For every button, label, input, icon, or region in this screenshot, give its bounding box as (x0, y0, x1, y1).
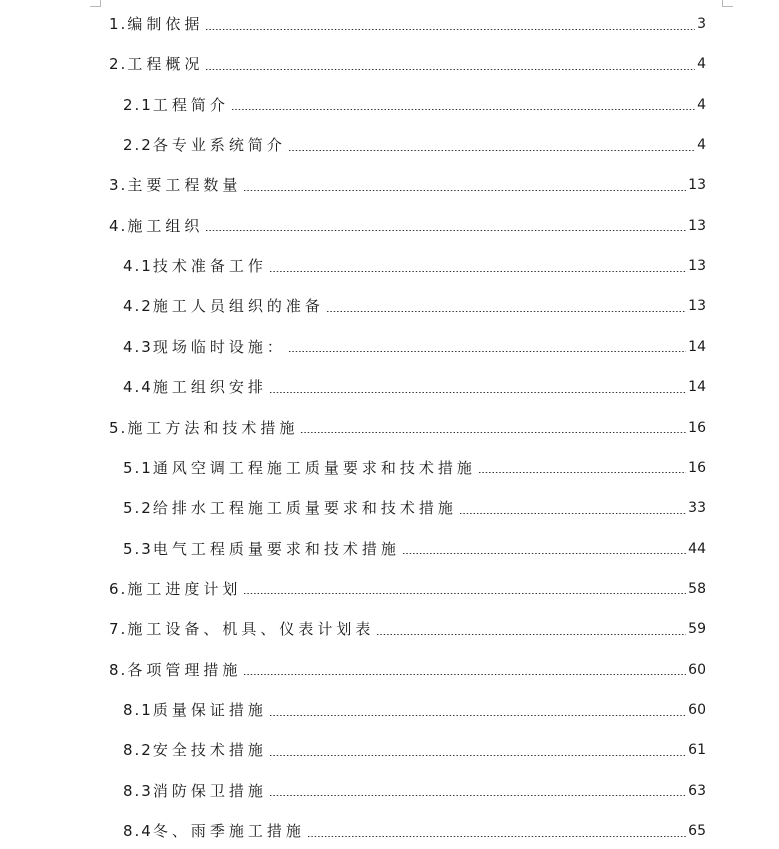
toc-entry[interactable] (0, 416, 779, 440)
toc-entry-page-number: 63 (688, 782, 706, 799)
toc-entry-number: 4.2 (123, 297, 153, 316)
toc-dot-leader (300, 432, 686, 433)
toc-dot-leader (269, 755, 686, 756)
toc-entry-page-number: 33 (688, 500, 706, 517)
toc-entry[interactable] (0, 254, 779, 278)
toc-dot-leader (459, 513, 686, 514)
toc-entry-number: 1. (109, 15, 128, 33)
toc-entry-number: 4. (109, 216, 128, 235)
toc-entry-page-number: 14 (688, 379, 706, 396)
toc-entry-page-number: 14 (688, 338, 706, 355)
page-corner-mark-left (90, 0, 101, 7)
toc-entry-number: 2.2 (123, 136, 153, 155)
toc-entry[interactable] (0, 698, 779, 722)
toc-entry[interactable] (0, 12, 779, 36)
toc-entry-title: 施工方法和技术措施 (127, 418, 299, 437)
toc-dot-leader (307, 836, 686, 837)
toc-entry-number: 8. (109, 660, 128, 679)
toc-entry-page-number: 4 (697, 56, 706, 73)
toc-dot-leader (231, 109, 695, 110)
toc-entry-title: 施工人员组织的准备 (152, 297, 324, 316)
toc-entry[interactable] (0, 375, 779, 399)
toc-entry[interactable] (0, 738, 779, 762)
toc-entry-number: 5.3 (123, 539, 153, 558)
toc-dot-leader (288, 351, 686, 352)
toc-entry-title: 消防保卫措施 (152, 781, 267, 800)
toc-entry-number: 4.4 (123, 378, 153, 397)
toc-entry-number: 7. (109, 620, 128, 639)
toc-entry-title: 现场临时设施： (152, 337, 286, 356)
toc-dot-leader (205, 230, 686, 231)
toc-entry-title: 各专业系统简介 (152, 136, 286, 155)
toc-dot-leader (269, 271, 686, 272)
toc-entry-title: 施工设备、机具、仪表计划表 (127, 620, 375, 639)
toc-entry[interactable] (0, 173, 779, 197)
toc-entry-page-number: 13 (688, 217, 706, 234)
toc-entry-number: 5.2 (123, 499, 153, 518)
toc-entry-title: 各项管理措施 (127, 660, 242, 679)
toc-entry-title: 工程简介 (152, 95, 229, 114)
toc-entry[interactable] (0, 335, 779, 359)
toc-entry-title: 主要工程数量 (127, 176, 242, 195)
toc-entry-title: 施工组织安排 (152, 378, 267, 397)
toc-entry[interactable] (0, 617, 779, 641)
toc-entry-page-number: 44 (688, 540, 706, 557)
toc-dot-leader (478, 472, 686, 473)
toc-entry-page-number: 16 (688, 459, 706, 476)
toc-entry-title: 给排水工程施工质量要求和技术措施 (152, 499, 457, 518)
page-corner-mark-right (722, 0, 733, 7)
toc-entry-number: 8.2 (123, 741, 153, 760)
toc-entry-page-number: 65 (688, 823, 706, 839)
toc-entry-title: 工程概况 (127, 55, 204, 74)
toc-entry[interactable] (0, 819, 779, 843)
toc-dot-leader (243, 593, 686, 594)
toc-entry-number: 6. (109, 579, 128, 598)
toc-entry[interactable] (0, 52, 779, 76)
toc-entry-number: 8.3 (123, 781, 153, 800)
toc-dot-leader (326, 311, 686, 312)
toc-entry[interactable] (0, 456, 779, 480)
toc-entry-number: 4.3 (123, 337, 153, 356)
toc-entry-page-number: 4 (697, 96, 706, 113)
toc-entry-page-number: 60 (688, 702, 706, 718)
toc-entry-title: 安全技术措施 (152, 741, 267, 760)
toc-dot-leader (269, 795, 686, 796)
toc-entry-page-number: 13 (688, 258, 706, 275)
toc-entry[interactable] (0, 577, 779, 601)
toc-entry[interactable] (0, 294, 779, 318)
toc-entry-page-number: 60 (688, 661, 706, 678)
toc-dot-leader (205, 69, 695, 70)
toc-entry-title: 施工进度计划 (127, 579, 242, 598)
toc-entry[interactable] (0, 658, 779, 682)
toc-entry-number: 3. (109, 176, 128, 195)
toc-entry-page-number: 13 (688, 298, 706, 315)
toc-entry-number: 8.4 (123, 822, 153, 840)
toc-entry-number: 5. (109, 418, 128, 437)
toc-entry[interactable] (0, 133, 779, 157)
toc-entry[interactable] (0, 496, 779, 520)
toc-entry-number: 2. (109, 55, 128, 74)
toc-entry-title: 通风空调工程施工质量要求和技术措施 (152, 458, 476, 477)
toc-dot-leader (402, 553, 686, 554)
toc-entry[interactable] (0, 214, 779, 238)
toc-entry-number: 8.1 (123, 701, 153, 719)
toc-dot-leader (243, 674, 686, 675)
toc-dot-leader (243, 190, 686, 191)
toc-entry-number: 2.1 (123, 95, 153, 114)
toc-entry-page-number: 4 (697, 137, 706, 154)
toc-entry-page-number: 3 (697, 16, 706, 32)
toc-entry-number: 4.1 (123, 257, 153, 276)
toc-entry-number: 5.1 (123, 458, 153, 477)
toc-entry-page-number: 58 (688, 580, 706, 597)
toc-entry[interactable] (0, 779, 779, 803)
toc-entry-title: 质量保证措施 (152, 701, 267, 719)
toc-entry-title: 编制依据 (127, 15, 204, 33)
toc-entry-page-number: 59 (688, 621, 706, 638)
toc-entry[interactable] (0, 93, 779, 117)
toc-dot-leader (376, 634, 686, 635)
toc-entry-page-number: 16 (688, 419, 706, 436)
toc-entry-title: 技术准备工作 (152, 257, 267, 276)
toc-dot-leader (269, 715, 686, 716)
toc-entry-title: 施工组织 (127, 216, 204, 235)
toc-dot-leader (288, 150, 695, 151)
toc-entry[interactable] (0, 537, 779, 561)
toc-entry-page-number: 61 (688, 742, 706, 759)
toc-entry-title: 电气工程质量要求和技术措施 (152, 539, 400, 558)
toc-entry-title: 冬、雨季施工措施 (152, 822, 305, 840)
toc-dot-leader (205, 29, 695, 30)
toc-entry-page-number: 13 (688, 177, 706, 194)
toc-dot-leader (269, 392, 686, 393)
